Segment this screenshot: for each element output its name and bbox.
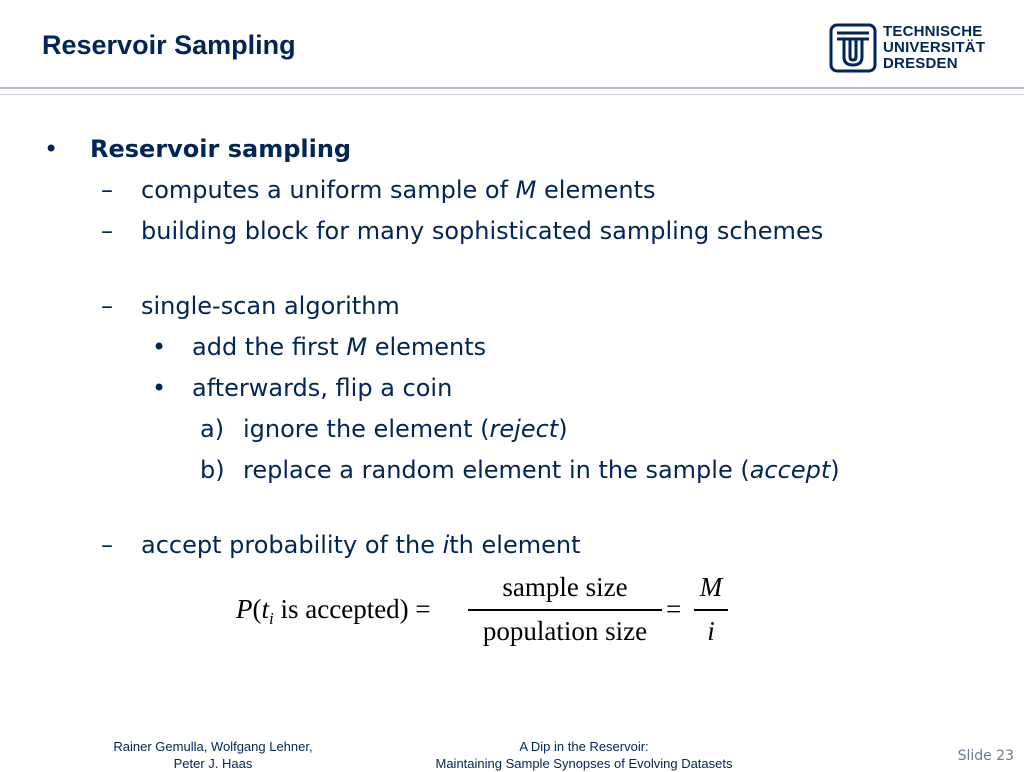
slide-title: Reservoir Sampling [42, 30, 296, 60]
dash-marker: – [101, 176, 113, 204]
logo-line-3: DRESDEN [883, 55, 958, 72]
point-building-block: building block for many sophisticated sampling schemes [141, 217, 824, 245]
fraction-numerator: sample size [502, 572, 628, 602]
option-label-a: a) [200, 415, 225, 443]
fraction-denominator: population size [482, 616, 648, 646]
logo-text [883, 24, 985, 72]
equals-sign: = [666, 594, 682, 624]
slide-number: Slide 23 [957, 748, 1014, 764]
tu-dresden-logo-icon [829, 23, 877, 73]
university-logo [829, 23, 999, 75]
logo-line-2: UNIVERSITÄT [883, 39, 986, 56]
header-divider [0, 87, 1024, 89]
option-reject: ignore the element (reject) [243, 415, 568, 443]
heading-reservoir-sampling: Reservoir sampling [90, 135, 352, 163]
bullet-marker: • [152, 374, 167, 402]
dash-marker: – [101, 292, 113, 320]
point-accept-probability: accept probability of the ith element [141, 531, 581, 559]
dash-marker: – [101, 531, 113, 559]
logo-line-1: TECHNISCHE [883, 23, 983, 40]
fraction-bar [468, 609, 662, 611]
step-add-first: add the first M elements [192, 333, 487, 361]
point-single-scan: single-scan algorithm [141, 292, 400, 320]
formula-lhs: $P(t_i$ is accepted) = [236, 594, 431, 628]
footer-paper-title: A Dip in the Reservoir: Maintaining Sample Synopses of Evolving Datasets [435, 739, 733, 771]
fraction-bar [694, 609, 728, 611]
dash-marker: – [101, 217, 113, 245]
fraction-denominator: i [707, 616, 715, 646]
step-flip-coin: afterwards, flip a coin [192, 374, 453, 402]
accept-probability-formula [236, 572, 736, 652]
bullet-marker: • [152, 333, 167, 361]
option-accept: replace a random element in the sample (accept) [243, 456, 840, 484]
point-uniform-sample: computes a uniform sample of M elements [141, 176, 656, 204]
fraction-numerator: M [699, 572, 723, 602]
footer-authors: Rainer Gemulla, Wolfgang Lehner, Peter J. Haas [113, 739, 313, 771]
option-label-b: b) [200, 456, 225, 484]
bullet-marker: • [44, 135, 59, 163]
header-divider-thin [0, 94, 1024, 95]
